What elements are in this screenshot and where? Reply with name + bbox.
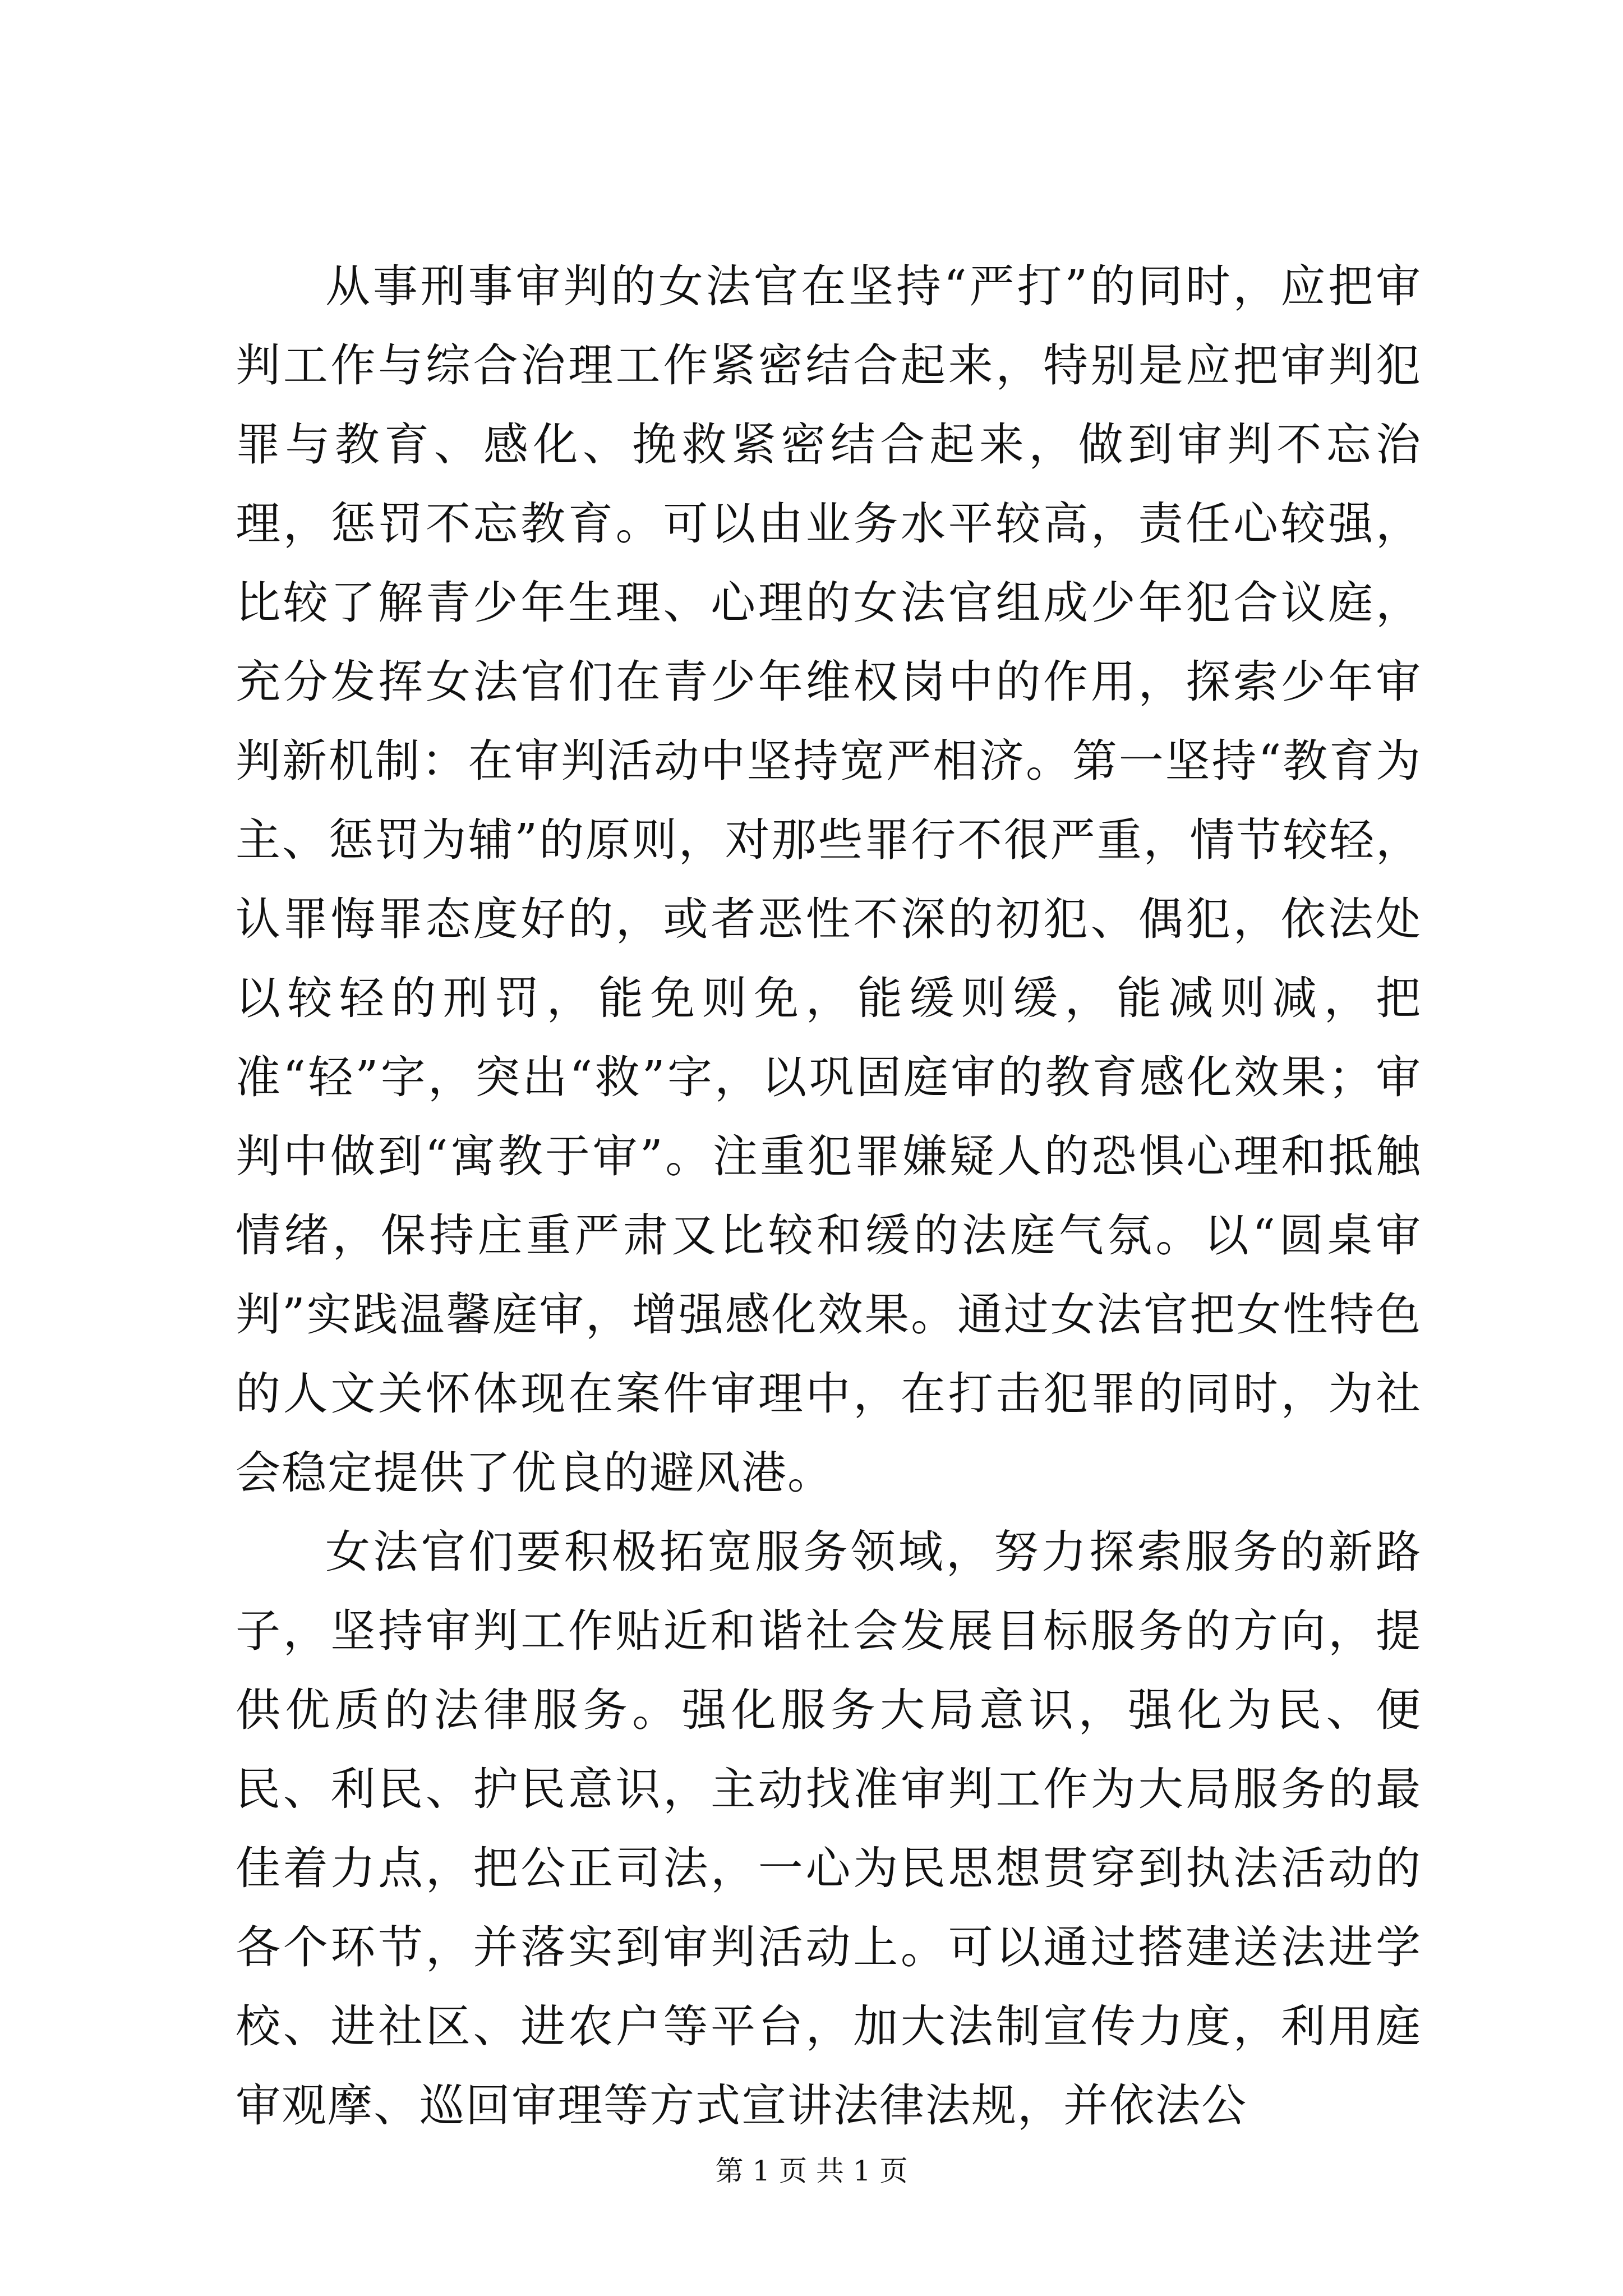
paragraph-2: 女法官们要积极拓宽服务领域，努力探索服务的新路子，坚持审判工作贴近和谐社会发展目标服务的方向，提供优质的法律服务。强化服务大局意识，强化为民、便民、利民、护民意识，主动找准审判工作为大局服务的最佳着力点，把公正司法，一心为民思想贯穿到执法活动的各个环节，并落实到审判活动上。可以通过搭建送法进学校、进社区、进农户等平台，加大法制宣传力度，利用庭审观摩、巡回审理等方式宣讲法律法规，并依法公 <box>236 1526 1422 2132</box>
paragraph-1: 从事刑事审判的女法官在坚持“严打”的同时，应把审判工作与综合治理工作紧密结合起来，特别是应把审判犯罪与教育、感化、挽救紧密结合起来，做到审判不忘治理，惩罚不忘教育。可以由业务水平较高，责任心较强，比较了解青少年生理、心理的女法官组成少年犯合议庭，充分发挥女法官们在青少年维权岗中的作用，探索少年审判新机制：在审判活动中坚持宽严相济。第一坚持“教育为主、惩罚为辅”的原则，对那些罪行不很严重，情节较轻，认罪悔罪态度好的，或者恶性不深的初犯、偶犯，依法处以较轻的刑罚，能免则免，能缓则缓，能减则减，把准“轻”字，突出“救”字，以巩固庭审的教育感化效果；审判中做到“寓教于审”。注重犯罪嫌疑人的恐惧心理和抵触情绪，保持庄重严肃又比较和缓的法庭气氛。以“圆桌审判”实践温馨庭审，增强感化效果。通过女法官把女性特色的人文关怀体现在案件审理中，在打击犯罪的同时，为社会稳定提供了优良的避风港。 <box>236 260 1422 1499</box>
page-footer: 第 1 页 共 1 页 <box>715 2155 908 2187</box>
body-text <box>236 247 1422 2145</box>
